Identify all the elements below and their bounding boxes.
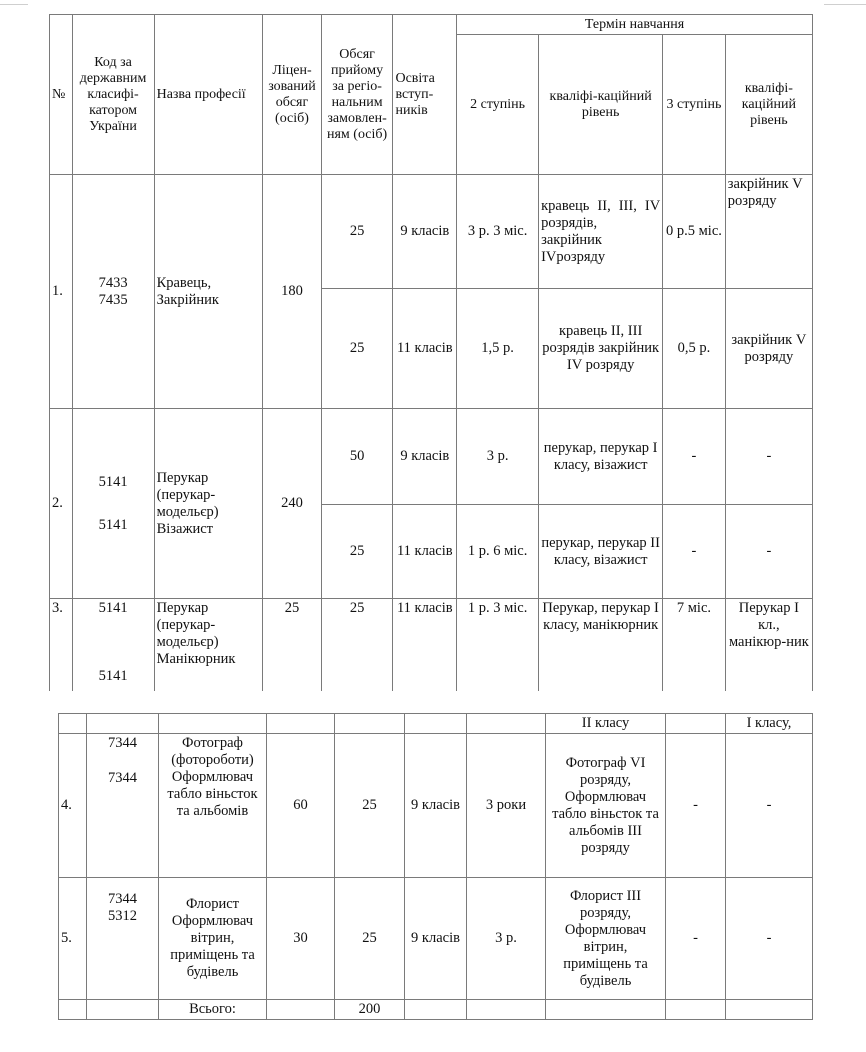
row-education: 11 класів	[393, 505, 457, 599]
row-num: 5.	[59, 878, 87, 1000]
row-stage3: -	[666, 734, 726, 878]
row-code: 5141	[98, 600, 128, 616]
header-name: Назва професії	[154, 15, 263, 175]
row-name: Перукар (перукар-модельєр) Манікюрник	[154, 599, 263, 691]
row-name	[154, 409, 263, 599]
row-qual2: -	[725, 409, 812, 505]
row-code: 7344	[108, 891, 137, 907]
page-edge-line-left	[0, 4, 28, 5]
row-num: 1.	[50, 175, 73, 409]
header-term: Термін навчання	[457, 15, 813, 35]
row-education: 9 класів	[405, 734, 467, 878]
row-stage2: 3 р.	[467, 878, 546, 1000]
row-qual1: кравець II, III розрядів закрійник IV розряду	[539, 289, 663, 409]
row-stage3: -	[663, 505, 726, 599]
row-regional: 25	[321, 175, 393, 289]
table-row-continuation	[59, 714, 813, 734]
row-qual1: Перукар, перукар I класу, манікюрник	[539, 599, 663, 691]
row-code: 5141	[98, 473, 128, 490]
row-qual2: -	[726, 878, 813, 1000]
row-code: 5312	[108, 908, 137, 924]
row-qual2: закрійник V розряду	[725, 175, 812, 289]
row-qual1: II класу	[546, 714, 666, 734]
table-row	[59, 734, 813, 878]
row-code: 5141	[98, 668, 128, 684]
row-name-bottom: Візажист	[156, 520, 213, 537]
row-codes	[72, 175, 154, 409]
row-codes	[72, 599, 154, 691]
row-education: 9 класів	[405, 878, 467, 1000]
header-qual2: кваліфі-каційний рівень	[725, 35, 812, 175]
row-qual2: I класу,	[726, 714, 813, 734]
row-name: Фотограф (фотороботи) Оформлювач табло віньсток та альбомів	[159, 734, 267, 878]
professions-table-part-2	[58, 713, 813, 1020]
row-education: 11 класів	[393, 289, 457, 409]
row-codes	[87, 734, 159, 878]
row-regional: 25	[321, 505, 393, 599]
table-row-total	[59, 1000, 813, 1020]
row-stage3: 0 р.5 міс.	[663, 175, 726, 289]
row-licensed: 180	[263, 175, 321, 409]
row-licensed: 25	[263, 599, 321, 691]
table-row	[59, 878, 813, 1000]
row-name: Флорист Оформлювач вітрин, приміщень та будівель	[159, 878, 267, 1000]
page-edge-line-right	[824, 4, 866, 5]
table-row	[50, 409, 813, 505]
header-qual1: кваліфі-каційний рівень	[539, 35, 663, 175]
row-stage2: 1,5 р.	[457, 289, 539, 409]
row-regional: 25	[335, 734, 405, 878]
row-stage2: 3 р. 3 міс.	[457, 175, 539, 289]
row-codes	[87, 878, 159, 1000]
row-name-top: Перукар (перукар-модельєр)	[156, 469, 219, 520]
header-code: Код за державним класифі-катором України	[72, 15, 154, 175]
header-regional: Обсяг прийому за регіо-нальним замовлен-ням (осіб)	[321, 15, 393, 175]
row-education: 9 класів	[393, 175, 457, 289]
row-stage2: 3 р.	[457, 409, 539, 505]
row-stage3: -	[663, 409, 726, 505]
row-num: 2.	[50, 409, 73, 599]
row-code: 7344	[108, 770, 137, 786]
row-regional: 50	[321, 409, 393, 505]
header-stage3: 3 ступінь	[663, 35, 726, 175]
row-licensed: 60	[267, 734, 335, 878]
row-qual2: -	[725, 505, 812, 599]
total-value: 200	[335, 1000, 405, 1020]
header-num: №	[50, 15, 73, 175]
row-stage2: 1 р. 6 міс.	[457, 505, 539, 599]
row-code: 5141	[98, 516, 128, 533]
professions-table-part-1	[49, 14, 813, 691]
row-stage2: 3 роки	[467, 734, 546, 878]
row-regional: 25	[321, 599, 393, 691]
row-qual1: кравець II, III, IV розрядів, закрійник IVрозряду	[539, 175, 663, 289]
total-label: Всього:	[159, 1000, 267, 1020]
row-licensed: 30	[267, 878, 335, 1000]
row-code: 7344	[108, 735, 137, 751]
row-qual2: Перукар I кл., манікюр-ник	[725, 599, 812, 691]
row-education: 9 класів	[393, 409, 457, 505]
row-codes	[72, 409, 154, 599]
row-num: 3.	[50, 599, 73, 691]
row-code: 7433	[98, 274, 128, 291]
row-stage3: -	[666, 878, 726, 1000]
header-licensed: Ліцен-зований обсяг (осіб)	[263, 15, 321, 175]
row-qual2: закрійник V розряду	[725, 289, 812, 409]
row-qual1: перукар, перукар II класу, візажист	[539, 505, 663, 599]
row-qual1: перукар, перукар I класу, візажист	[539, 409, 663, 505]
row-regional: 25	[335, 878, 405, 1000]
row-qual2: -	[726, 734, 813, 878]
row-qual1: Флорист III розряду, Оформлювач вітрин, приміщень та будівель	[546, 878, 666, 1000]
header-stage2: 2 ступінь	[457, 35, 539, 175]
row-regional: 25	[321, 289, 393, 409]
header-education: Освіта вступ-ників	[393, 15, 457, 175]
row-num: 4.	[59, 734, 87, 878]
row-name: Кравець, Закрійник	[154, 175, 263, 409]
row-code: 7435	[98, 291, 128, 308]
row-stage2: 1 р. 3 міс.	[457, 599, 539, 691]
row-qual1: Фотограф VI розряду, Оформлювач табло віньсток та альбомів III розряду	[546, 734, 666, 878]
row-stage3: 0,5 р.	[663, 289, 726, 409]
row-stage3: 7 міс.	[663, 599, 726, 691]
row-licensed: 240	[263, 409, 321, 599]
table-row	[50, 599, 813, 691]
row-education: 11 класів	[393, 599, 457, 691]
table-row	[50, 175, 813, 289]
